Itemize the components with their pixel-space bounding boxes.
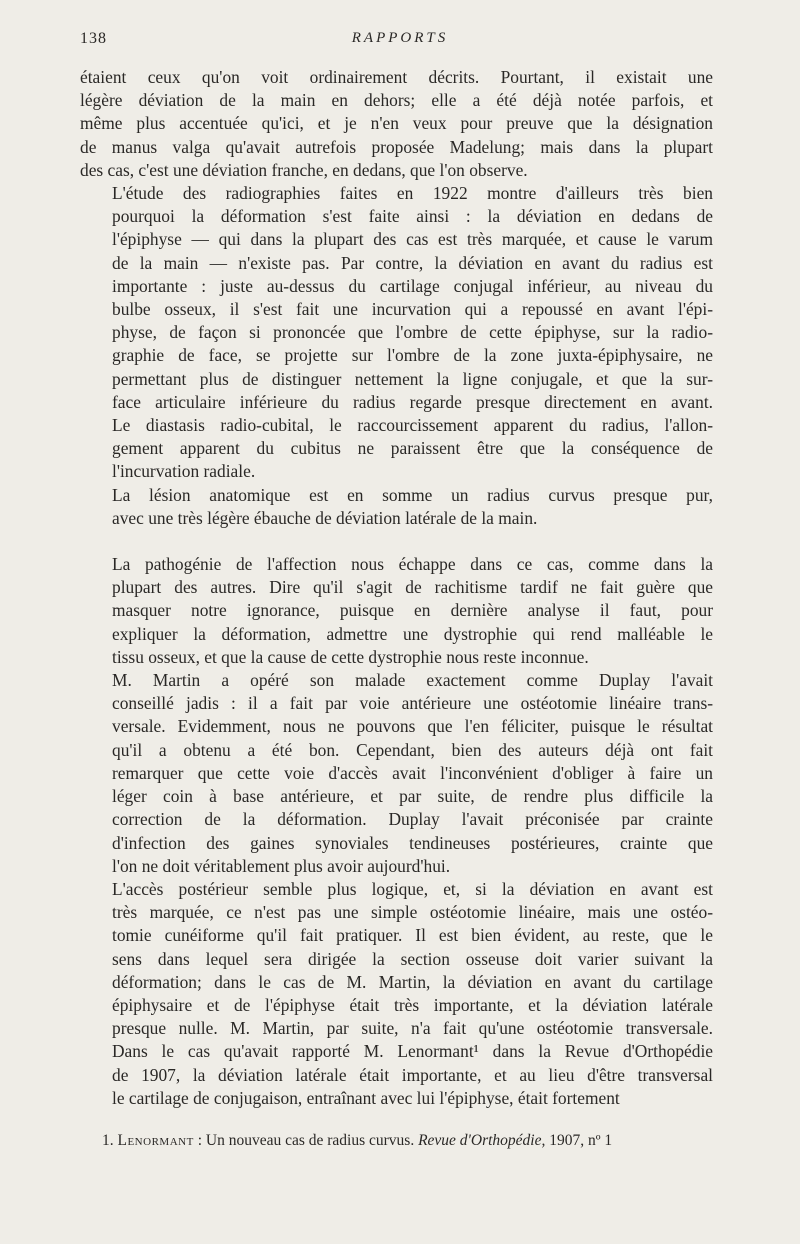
- text-line: expliquer la déformation, admettre une dystrophie qui rend malléable le: [112, 623, 713, 644]
- footnote-journal: Revue d'Orthopédie,: [418, 1132, 546, 1149]
- text-line: tomie cunéiforme qu'il fait pratiquer. Il est bien évident, au reste, que le: [112, 925, 713, 946]
- paragraph: [80, 182, 713, 484]
- text-line: versale. Evidemment, nous ne pouvons que l'en féliciter, puisque le résultat: [112, 716, 713, 737]
- text-line: léger coin à base antérieure, et par suite, de rendre plus difficile la: [112, 786, 713, 807]
- text-line: épiphysaire et de l'épiphyse était très importante, et la déviation latérale: [112, 994, 713, 1015]
- text-line: même plus accentuée qu'ici, et je n'en veux pour preuve que la désignation: [80, 113, 713, 134]
- text-line: tissu osseux, et que la cause de cette dystrophie nous reste inconnue.: [112, 646, 589, 667]
- text-line: l'épiphyse — qui dans la plupart des cas est très marquée, et cause le varum: [112, 229, 713, 250]
- page-number: 138: [80, 30, 107, 47]
- text-line: importante : juste au-dessus du cartilage conjugal inférieur, au niveau du: [112, 275, 713, 296]
- text-line: face articulaire inférieure du radius regarde presque directement en avant.: [112, 391, 713, 412]
- body-text: [80, 66, 713, 1110]
- text-line: qu'il a obtenu a été bon. Cependant, bien des auteurs déjà ont fait: [112, 739, 713, 760]
- text-line: étaient ceux qu'on voit ordinairement décrits. Pourtant, il existait une: [80, 67, 713, 87]
- text-line: déformation; dans le cas de M. Martin, la déviation en avant du cartilage: [112, 971, 713, 992]
- text-line: remarquer que cette voie d'accès avait l'inconvénient d'obliger à faire un: [112, 762, 713, 783]
- text-line: sens dans lequel sera dirigée la section osseuse doit varier suivant la: [112, 948, 713, 969]
- text-line: des cas, c'est une déviation franche, en dedans, que l'on observe.: [80, 159, 528, 180]
- footnote-ref: 1907, nº 1: [549, 1132, 613, 1149]
- footnote-text: : Un nouveau cas de radius curvus.: [197, 1132, 415, 1149]
- text-line: d'infection des gaines synoviales tendineuses postérieures, crainte que: [112, 832, 713, 853]
- text-line: physe, de façon si prononcée que l'ombre de cette épiphyse, sur la radio-: [112, 322, 713, 343]
- text-line: L'accès postérieur semble plus logique, et, si la déviation en avant est: [112, 878, 713, 899]
- text-line: de 1907, la déviation latérale était importante, et au lieu d'être transversal: [112, 1064, 713, 1085]
- text-line: La pathogénie de l'affection nous échappe dans ce cas, comme dans la: [112, 554, 713, 575]
- text-line: conseillé jadis : il a fait par voie antérieure une ostéotomie linéaire trans-: [112, 693, 713, 714]
- paragraph: [80, 66, 713, 182]
- text-line: de la main — n'existe pas. Par contre, la déviation en avant du radius est: [112, 252, 713, 273]
- text-line: Le diastasis radio-cubital, le raccourcissement apparent du radius, l'allon-: [112, 415, 713, 436]
- text-line: de manus valga qu'avait autrefois proposée Madelung; mais dans la plupart: [80, 136, 713, 157]
- text-line: La lésion anatomique est en somme un radius curvus presque pur,: [112, 484, 713, 505]
- footnote-author: Lenormant: [117, 1132, 194, 1149]
- text-line: Dans le cas qu'avait rapporté M. Lenormant¹ dans la Revue d'Orthopédie: [112, 1041, 713, 1062]
- text-line: correction de la déformation. Duplay l'avait préconisée par crainte: [112, 809, 713, 830]
- text-line: gement apparent du cubitus ne paraissent être que la conséquence de: [112, 438, 713, 459]
- text-line: masquer notre ignorance, puisque en dernière analyse il faut, pour: [112, 600, 713, 621]
- text-line: graphie de face, se projette sur l'ombre de la zone juxta-épiphysaire, ne: [112, 345, 713, 366]
- paragraph: [80, 669, 713, 878]
- text-line: l'on ne doit véritablement plus avoir aujourd'hui.: [112, 855, 451, 876]
- paragraph: [80, 484, 713, 530]
- text-line: M. Martin a opéré son malade exactement comme Duplay l'avait: [112, 670, 713, 691]
- text-line: presque nulle. M. Martin, par suite, n'a fait qu'une ostéotomie transversale.: [112, 1018, 713, 1039]
- paragraph: [80, 553, 713, 669]
- footnote-marker: 1.: [102, 1132, 114, 1149]
- text-line: avec une très légère ébauche de déviation latérale de la main.: [112, 507, 538, 528]
- text-line: pourquoi la déformation s'est faite ainsi : la déviation en dedans de: [112, 206, 713, 227]
- text-line: le cartilage de conjugaison, entraînant avec lui l'épiphyse, était fortement: [112, 1087, 620, 1108]
- text-line: plupart des autres. Dire qu'il s'agit de rachitisme tardif ne fait guère que: [112, 577, 713, 598]
- paragraph: [80, 878, 713, 1110]
- text-line: bulbe osseux, il s'est fait une incurvation qui a repoussé en avant l'épi-: [112, 299, 713, 320]
- text-line: légère déviation de la main en dehors; elle a été déjà notée parfois, et: [80, 90, 713, 111]
- running-title: RAPPORTS: [351, 30, 449, 46]
- text-line: très marquée, ce n'est pas une simple ostéotomie linéaire, mais une ostéo-: [112, 902, 713, 923]
- text-line: L'étude des radiographies faites en 1922 montre d'ailleurs très bien: [112, 183, 713, 204]
- footnote: [80, 1131, 720, 1151]
- text-line: l'incurvation radiale.: [112, 461, 256, 482]
- page-header: [80, 30, 720, 52]
- text-line: permettant plus de distinguer nettement la ligne conjugale, et que la sur-: [112, 368, 713, 389]
